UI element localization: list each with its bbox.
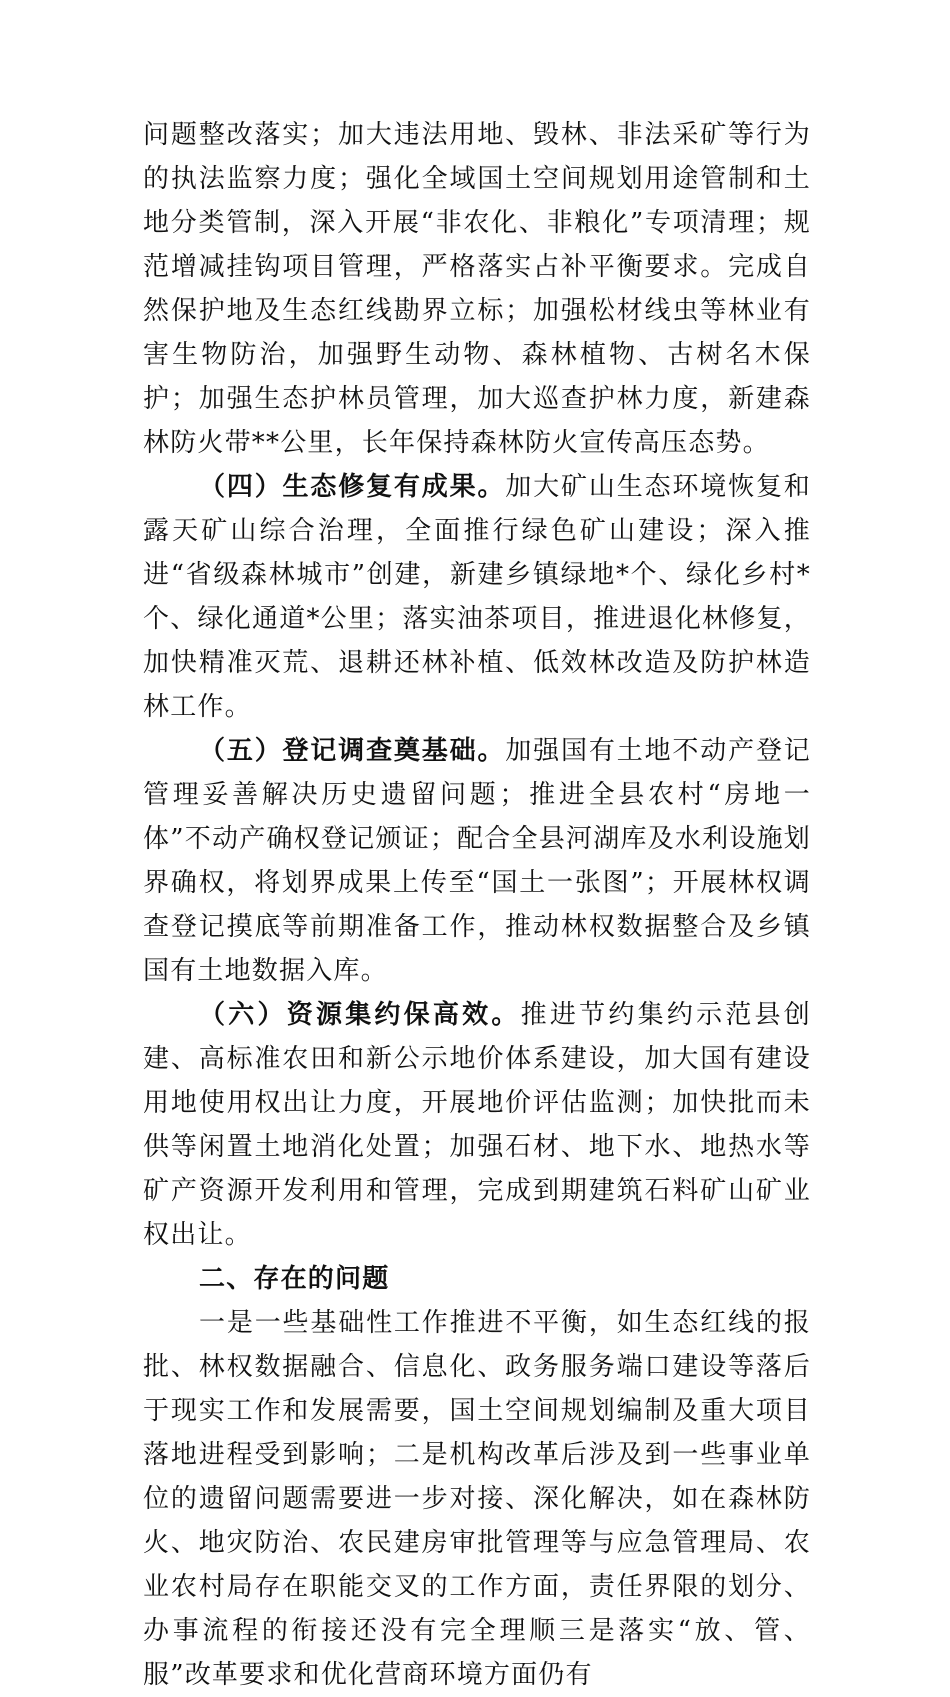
paragraph-text: 加强国有土地不动产登记管理妥善解决历史遗留问题；推进全县农村“房地一体”不动产确权登记颁证；配合全县河湖库及水利设施划界确权，将划界成果上传至“国土一张图”；开展林权调查登记摸底等前期准备工作，推动林权数据整合及乡镇国有土地数据入库。 xyxy=(143,736,812,986)
paragraph-problems xyxy=(143,1301,811,1697)
paragraph-text: 一是一些基础性工作推进不平衡，如生态红线的报批、林权数据融合、信息化、政务服务端口建设等落后于现实工作和发展需要，国土空间规划编制及重大项目落地进程受到影响；二是机构改革后涉及到一些事业单位的遗留问题需要进一步对接、深化解决，如在森林防火、地灾防治、农民建房审批管理等与应急管理局、农业农村局存在职能交叉的工作方面，责任界限的划分、办事流程的衔接还没有完全理顺三是落实“放、管、服”改革要求和优化营商环境方面仍有 xyxy=(143,1308,811,1690)
paragraph-lead: （四）生态修复有成果。 xyxy=(199,472,506,502)
paragraph-text: 加大矿山生态环境恢复和露天矿山综合治理，全面推行绿色矿山建设；深入推进“省级森林城市”创建，新建乡镇绿地*个、绿化乡村*个、绿化通道*公里；落实油茶项目，推进退化林修复，加快精准灭荒、退耕还林补植、低效林改造及防护林造林工作。 xyxy=(143,472,812,722)
paragraph-lead: （六）资源集约保高效。 xyxy=(199,1000,521,1030)
paragraph-registration-survey xyxy=(143,729,811,993)
paragraph-lead: （五）登记调查奠基础。 xyxy=(199,736,506,766)
paragraph-continuation xyxy=(143,113,811,465)
document-body xyxy=(143,113,811,1697)
paragraph-text: 推进节约集约示范县创建、高标准农田和新公示地价体系建设，加大国有建设用地使用权出让力度，开展地价评估监测；加快批而未供等闲置土地消化处置；加强石材、地下水、地热水等矿产资源开发利用和管理，完成到期建筑石料矿山矿业权出让。 xyxy=(143,1000,811,1250)
paragraph-resource-intensive xyxy=(143,993,811,1257)
paragraph-text: 问题整改落实；加大违法用地、毁林、非法采矿等行为的执法监察力度；强化全域国土空间规划用途管制和土地分类管制，深入开展“非农化、非粮化”专项清理；规范增减挂钩项目管理，严格落实占补平衡要求。完成自然保护地及生态红线勘界立标；加强松材线虫等林业有害生物防治，加强野生动物、森林植物、古树名木保护；加强生态护林员管理，加大巡查护林力度，新建森林防火带**公里，长年保持森林防火宣传高压态势。 xyxy=(143,120,811,458)
paragraph-ecological-restoration xyxy=(143,465,811,729)
section-heading: 二、存在的问题 xyxy=(199,1264,390,1294)
